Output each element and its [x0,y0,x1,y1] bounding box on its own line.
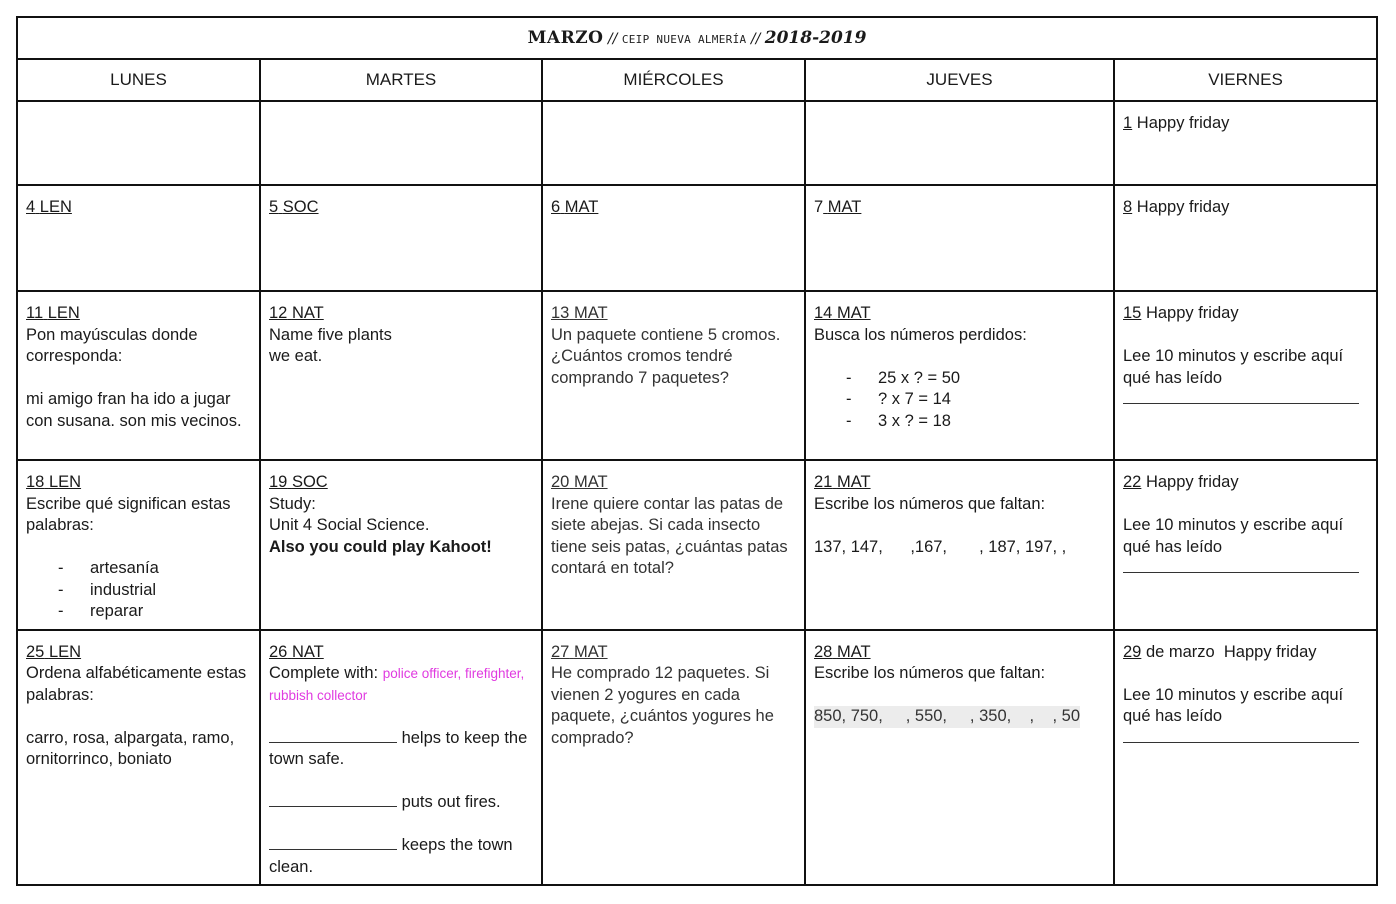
day-cell-12 [260,291,542,460]
answer-line [1123,391,1359,404]
day-heading: 11 LEN [26,304,80,322]
day-cell-26 [260,630,542,886]
empty-day-cell [805,101,1114,185]
day-note: Happy friday [1141,304,1239,322]
empty-day-cell [17,101,260,185]
day-cell-14 [805,291,1114,460]
day-heading: 12 NAT [269,304,324,322]
fill-sentence: puts out fires. [269,792,533,814]
answer-line [1123,730,1359,743]
list-item: - artesanía [26,558,251,580]
task-instruction: Escribe qué significan estas palabras: [26,494,231,534]
task-instruction: Complete with: police officer, firefighter, rubbish collector [269,664,525,703]
day-number: 29 [1123,642,1142,661]
task-instruction: Pon mayúsculas donde corresponda: [26,325,198,365]
day-header-wednesday: MIÉRCOLES [542,59,805,101]
task-text: carro, rosa, alpargata, ramo, ornitorrinco, boniato [26,728,235,768]
list-item: - reparar [26,601,251,623]
task-text: we eat. [269,347,323,365]
list-item: - ? x 7 = 14 [814,389,1105,411]
task-list [26,558,251,623]
day-header-thursday: JUEVES [805,59,1114,101]
day-cell-29 [1114,630,1377,886]
day-cell-20 [542,460,805,630]
day-heading: 28 MAT [814,642,871,661]
week-row-3 [17,291,1377,460]
title-separator: // [750,31,761,47]
day-header-row [17,59,1377,101]
calendar-title [17,17,1377,59]
day-header-monday: LUNES [17,59,260,101]
task-instruction: Escribe los números que faltan: [814,494,1046,513]
day-heading: 13 MAT [551,304,608,322]
task-question: Irene quiere contar las patas de siete abejas. Si cada insecto tiene seis patas, ¿cuántas patas contará en total? [551,494,788,577]
calendar-table [16,16,1378,886]
task-instruction: Busca los números perdidos: [814,325,1027,344]
number-sequence: 850, 750, , 550, , 350, , , 50 [814,706,1080,728]
word-bank: police officer, firefighter, rubbish collector [269,666,525,703]
day-heading: 25 LEN [26,642,82,661]
day-note: Happy friday [1132,198,1230,216]
day-cell-25 [17,630,260,886]
title-month: MARZO [527,28,604,48]
day-note: Happy friday [1132,114,1230,132]
title-year: 2018-2019 [764,28,867,48]
day-cell-8 [1114,185,1377,291]
day-number: 1 [1123,114,1133,132]
empty-day-cell [542,101,805,185]
day-number: 15 [1123,304,1142,322]
day-cell-4 [17,185,260,291]
day-cell-11 [17,291,260,460]
day-heading: 5 SOC [269,198,319,216]
task-text: mi amigo fran ha ido a jugar con susana. son mis vecinos. [26,390,242,430]
day-heading: 27 MAT [551,642,608,661]
task-instruction: Lee 10 minutos y escribe aquí qué has leído [1123,685,1344,725]
task-instruction: Lee 10 minutos y escribe aquí qué has leído [1123,516,1344,556]
day-header-friday: VIERNES [1114,59,1377,101]
day-number: 22 [1123,473,1142,491]
day-cell-5 [260,185,542,291]
week-row-2 [17,185,1377,291]
day-note: Happy friday [1141,473,1239,491]
title-separator: // [607,31,618,47]
day-cell-27 [542,630,805,886]
task-text: Unit 4 Social Science. [269,516,430,534]
day-heading: 4 LEN [26,198,72,216]
fill-sentence: keeps the town clean. [269,836,513,876]
day-cell-21 [805,460,1114,630]
task-instruction: Study: [269,494,316,513]
day-heading: 6 MAT [551,198,599,216]
week-row-4 [17,460,1377,630]
day-heading: 20 MAT [551,473,608,491]
week-row-5 [17,630,1377,886]
task-instruction: Escribe los números que faltan: [814,664,1046,682]
task-question: He comprado 12 paquetes. Si vienen 2 yogures en cada paquete, ¿cuántos yogures he comprado? [551,664,774,747]
list-item: - industrial [26,580,251,602]
task-list [814,368,1105,433]
task-instruction: Un paquete contiene 5 cromos. [551,325,781,344]
task-instruction: Name five plants [269,325,392,344]
day-cell-22 [1114,460,1377,630]
title-school: CEIP NUEVA ALMERÍA [621,33,747,46]
blank-line [269,806,397,807]
day-heading: 18 LEN [26,473,82,491]
task-question: ¿Cuántos cromos tendré comprando 7 paquetes? [551,347,733,387]
day-cell-18 [17,460,260,630]
day-note: de marzo Happy friday [1141,642,1317,661]
day-heading: 14 MAT [814,304,871,322]
task-instruction: Ordena alfabéticamente estas palabras: [26,664,247,704]
week-row-1 [17,101,1377,185]
day-cell-13 [542,291,805,460]
list-item: - 25 x ? = 50 [814,368,1105,390]
day-heading: 7 MAT [814,198,862,216]
day-cell-19 [260,460,542,630]
fill-sentence: helps to keep the town safe. [269,728,528,768]
day-heading: 26 NAT [269,642,324,661]
day-header-tuesday: MARTES [260,59,542,101]
day-heading: 19 SOC [269,473,328,491]
day-cell-7 [805,185,1114,291]
empty-day-cell [260,101,542,185]
day-cell-1 [1114,101,1377,185]
task-instruction: Lee 10 minutos y escribe aquí qué has leído [1123,347,1344,387]
day-heading: 21 MAT [814,473,871,491]
list-item: - 3 x ? = 18 [814,411,1105,433]
task-tip: Also you could play Kahoot! [269,537,492,556]
answer-line [1123,560,1359,573]
day-cell-28 [805,630,1114,886]
day-cell-15 [1114,291,1377,460]
day-number: 8 [1123,198,1133,216]
blank-line [269,742,397,743]
number-sequence: 137, 147, ,167, , 187, 197, , [814,537,1067,556]
day-cell-6 [542,185,805,291]
blank-line [269,849,397,850]
